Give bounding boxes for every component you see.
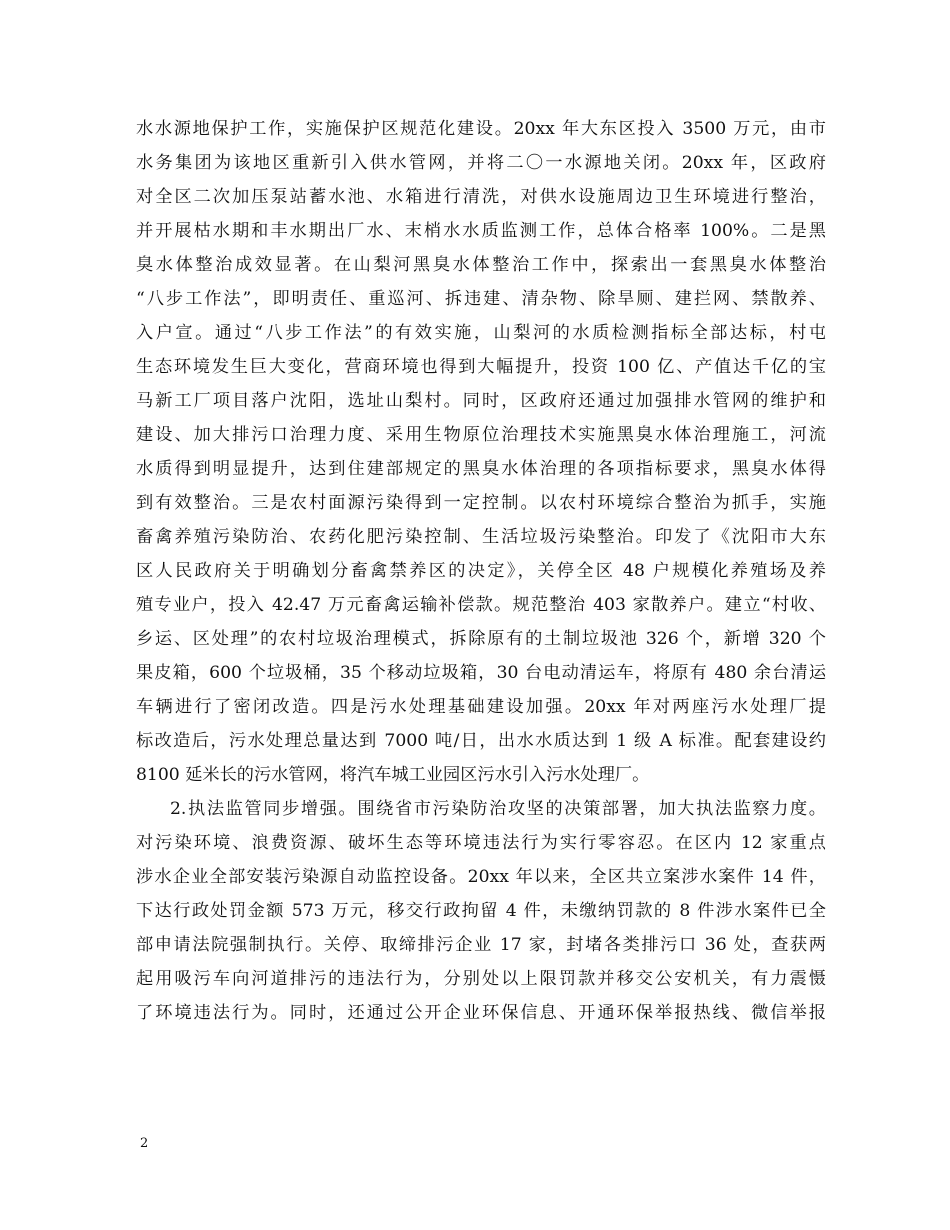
text-line: 下达行政处罚金额 573 万元，移交行政拘留 4 件，未缴纳罚款的 8 件涉水案件已全	[136, 901, 826, 921]
text-line: 起用吸污车向河道排污的违法行为，分别处以上限罚款并移交公安机关，有力震慑	[136, 969, 826, 989]
document-body	[136, 112, 826, 1030]
text-line: 到有效整治。三是农村面源污染得到一定控制。以农村环境综合整治为抓手，实施	[136, 493, 826, 513]
text-line: 殖专业户，投入 42.47 万元畜禽运输补偿款。规范整治 403 家散养户。建立“村收、	[136, 595, 826, 615]
text-line: 建设、加大排污口治理力度、采用生物原位治理技术实施黑臭水体治理施工，河流	[136, 425, 826, 445]
text-line: “八步工作法”，即明责任、重巡河、拆违建、清杂物、除旱厕、建拦网、禁散养、	[136, 289, 826, 309]
text-line: 入户宣。通过“八步工作法”的有效实施，山梨河的水质检测指标全部达标，村屯	[136, 323, 826, 343]
paragraph-1	[136, 112, 826, 792]
text-line: 乡运、区处理”的农村垃圾治理模式，拆除原有的土制垃圾池 326 个，新增 320 个	[136, 629, 826, 649]
text-line: 水务集团为该地区重新引入供水管网，并将二〇一水源地关闭。20xx 年，区政府	[136, 153, 826, 173]
text-line: 马新工厂项目落户沈阳，选址山梨村。同时，区政府还通过加强排水管网的维护和	[136, 391, 826, 411]
text-line: 水质得到明显提升，达到住建部规定的黑臭水体治理的各项指标要求，黑臭水体得	[136, 459, 826, 479]
text-line: 2.执法监管同步增强。围绕省市污染防治攻坚的决策部署，加大执法监察力度。	[170, 799, 826, 819]
page-number: 2	[140, 1136, 149, 1151]
text-line: 标改造后，污水处理总量达到 7000 吨/日，出水水质达到 1 级 A 标准。配套建设约	[136, 731, 826, 751]
text-line: 车辆进行了密闭改造。四是污水处理基础建设加强。20xx 年对两座污水处理厂提	[136, 697, 826, 717]
text-line: 区人民政府关于明确划分畜禽禁养区的决定》，关停全区 48 户规模化养殖场及养	[136, 561, 826, 581]
text-line: 了环境违法行为。同时，还通过公开企业环保信息、开通环保举报热线、微信举报	[136, 1003, 826, 1023]
text-line: 涉水企业全部安装污染源自动监控设备。20xx 年以来，全区共立案涉水案件 14 件，	[136, 867, 826, 887]
text-line: 部申请法院强制执行。关停、取缔排污企业 17 家，封堵各类排污口 36 处，查获两	[136, 935, 826, 955]
text-line: 对污染环境、浪费资源、破坏生态等环境违法行为实行零容忍。在区内 12 家重点	[136, 833, 826, 853]
text-line: 臭水体整治成效显著。在山梨河黑臭水体整治工作中，探索出一套黑臭水体整治	[136, 255, 826, 275]
text-line: 生态环境发生巨大变化，营商环境也得到大幅提升，投资 100 亿、产值达千亿的宝	[136, 357, 826, 377]
text-line: 对全区二次加压泵站蓄水池、水箱进行清洗，对供水设施周边卫生环境进行整治，	[136, 187, 826, 207]
paragraph-2	[136, 792, 826, 1030]
text-line: 8100 延米长的污水管网，将汽车城工业园区污水引入污水处理厂。	[136, 765, 650, 785]
text-line: 并开展枯水期和丰水期出厂水、末梢水水质监测工作，总体合格率 100%。二是黑	[136, 221, 826, 241]
text-line: 水水源地保护工作，实施保护区规范化建设。20xx 年大东区投入 3500 万元，由市	[136, 119, 826, 139]
text-line: 畜禽养殖污染防治、农药化肥污染控制、生活垃圾污染整治。印发了《沈阳市大东	[136, 527, 826, 547]
text-line: 果皮箱，600 个垃圾桶，35 个移动垃圾箱，30 台电动清运车，将原有 480 余台清运	[136, 663, 826, 683]
